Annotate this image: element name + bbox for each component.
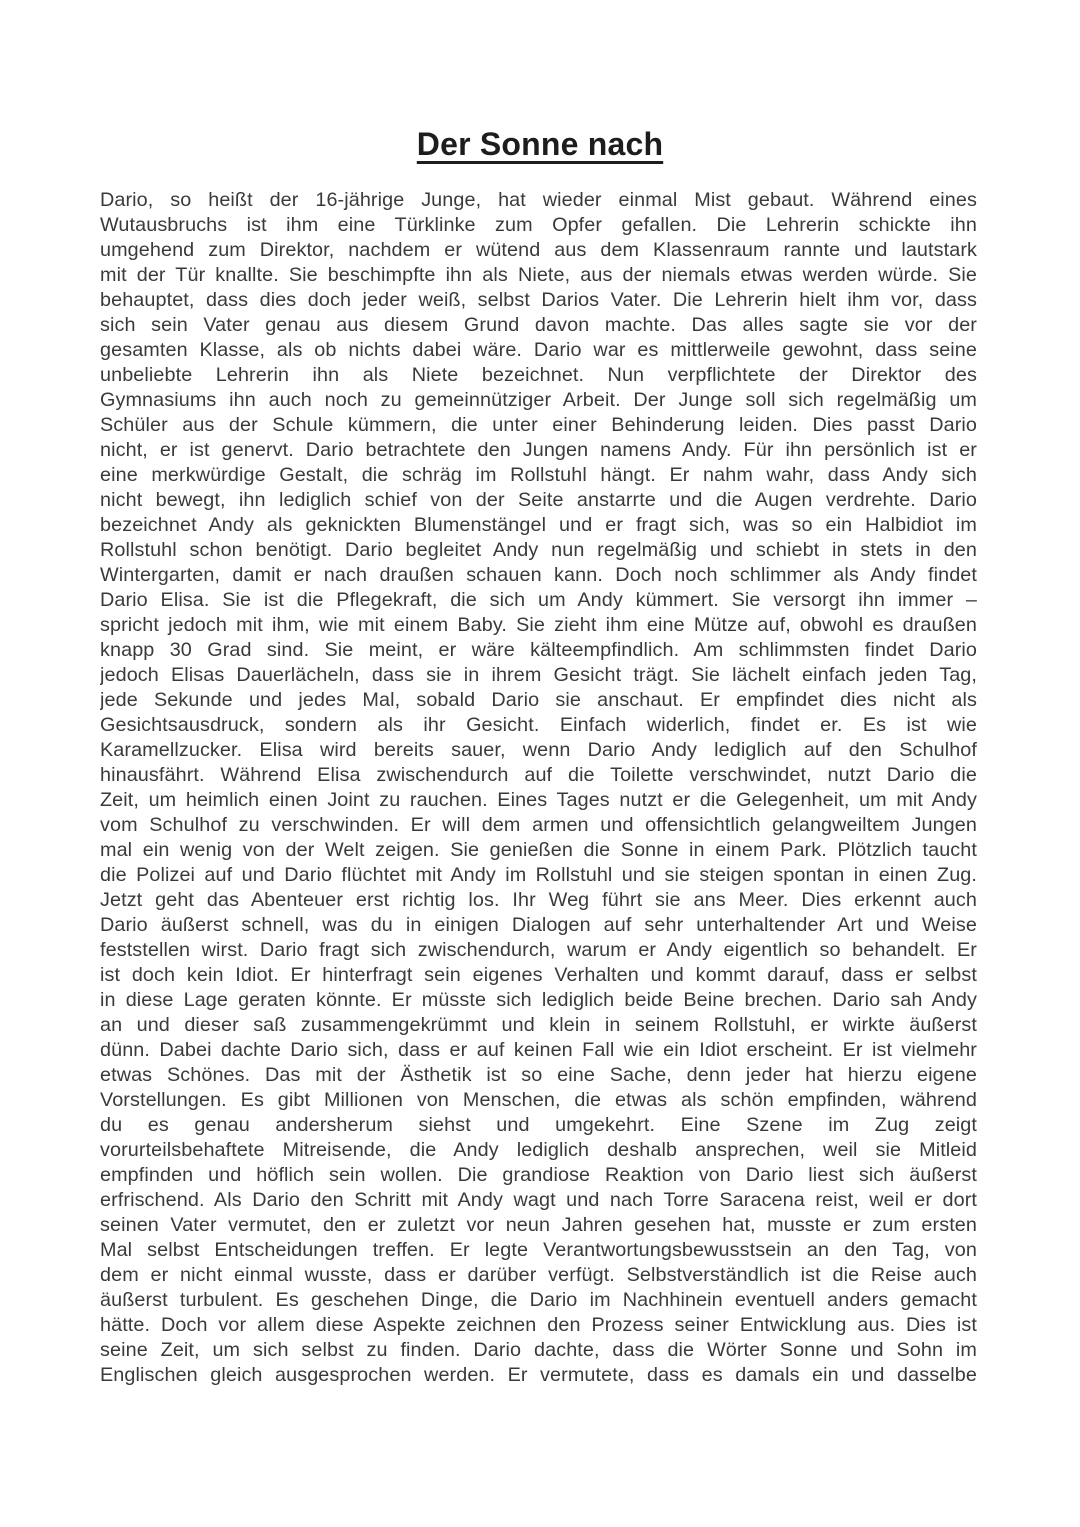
body-text-line: behauptet, dass dies doch jeder weiß, selbst Darios Vater. Die Lehrerin hielt ihm vor, dass	[100, 289, 977, 311]
body-text-line: Jetzt geht das Abenteuer erst richtig los. Ihr Weg führt sie ans Meer. Dies erkennt auch	[100, 889, 977, 911]
body-text-line: knapp 30 Grad sind. Sie meint, er wäre kälteempfindlich. Am schlimmsten findet Dario	[100, 639, 977, 661]
body-text-line: umgehend zum Direktor, nachdem er wütend aus dem Klassenraum rannte und lautstark	[100, 239, 977, 261]
body-text-line: mit der Tür knallte. Sie beschimpfte ihn als Niete, aus der niemals etwas werden würde. Sie	[100, 264, 977, 286]
body-text-line: seine Zeit, um sich selbst zu finden. Dario dachte, dass die Wörter Sonne und Sohn im	[100, 1339, 977, 1361]
body-text-line: mal ein wenig von der Welt zeigen. Sie genießen die Sonne in einem Park. Plötzlich taucht	[100, 839, 977, 861]
body-text-line: nicht, er ist genervt. Dario betrachtete den Jungen namens Andy. Für ihn persönlich ist er	[100, 439, 977, 461]
body-text-line: Schüler aus der Schule kümmern, die unter einer Behinderung leiden. Dies passt Dario	[100, 414, 977, 436]
body-text-line: Gymnasiums ihn auch noch zu gemeinnütziger Arbeit. Der Junge soll sich regelmäßig um	[100, 389, 977, 411]
document-title: Der Sonne nach	[416, 126, 664, 162]
body-text-line: erfrischend. Als Dario den Schritt mit Andy wagt und nach Torre Saracena reist, weil er dort	[100, 1189, 977, 1211]
body-text-line: jede Sekunde und jedes Mal, sobald Dario sie anschaut. Er empfindet dies nicht als	[100, 689, 977, 711]
body-text-line: Englischen gleich ausgesprochen werden. Er vermutete, dass es damals ein und dasselbe	[100, 1364, 977, 1386]
document-body	[100, 188, 977, 1388]
body-text-line: an und dieser saß zusammengekrümmt und klein in seinem Rollstuhl, er wirkte äußerst	[100, 1014, 977, 1036]
body-text-line: Gesichtsausdruck, sondern als ihr Gesicht. Einfach widerlich, findet er. Es ist wie	[100, 714, 977, 736]
body-text-line: Karamellzucker. Elisa wird bereits sauer, wenn Dario Andy lediglich auf den Schulhof	[100, 739, 977, 761]
body-text-line: unbeliebte Lehrerin ihn als Niete bezeichnet. Nun verpflichtete der Direktor des	[100, 364, 977, 386]
body-text-line: dünn. Dabei dachte Dario sich, dass er auf keinen Fall wie ein Idiot erscheint. Er ist vielmehr	[100, 1039, 977, 1061]
body-text-line: vorurteilsbehaftete Mitreisende, die Andy lediglich deshalb ansprechen, weil sie Mitleid	[100, 1139, 977, 1161]
body-text-line: Dario Elisa. Sie ist die Pflegekraft, die sich um Andy kümmert. Sie versorgt ihn immer –	[100, 589, 977, 611]
body-text-line: Vorstellungen. Es gibt Millionen von Menschen, die etwas als schön empfinden, während	[100, 1089, 977, 1111]
body-text-line: etwas Schönes. Das mit der Ästhetik ist so eine Sache, denn jeder hat hierzu eigene	[100, 1064, 977, 1086]
body-text-line: in diese Lage geraten könnte. Er müsste sich lediglich beide Beine brechen. Dario sah Andy	[100, 989, 977, 1011]
body-text-line: du es genau andersherum siehst und umgekehrt. Eine Szene im Zug zeigt	[100, 1114, 977, 1136]
body-text-line: bezeichnet Andy als geknickten Blumenstängel und er fragt sich, was so ein Halbidiot im	[100, 514, 977, 536]
body-text-line: Dario, so heißt der 16-jährige Junge, hat wieder einmal Mist gebaut. Während eines	[100, 189, 977, 211]
body-text-line: spricht jedoch mit ihm, wie mit einem Baby. Sie zieht ihm eine Mütze auf, obwohl es draußen	[100, 614, 977, 636]
body-text-line: hinausfährt. Während Elisa zwischendurch auf die Toilette verschwindet, nutzt Dario die	[100, 764, 977, 786]
body-text-line: Mal selbst Entscheidungen treffen. Er legte Verantwortungsbewusstsein an den Tag, von	[100, 1239, 977, 1261]
body-text-line: jedoch Elisas Dauerlächeln, dass sie in ihrem Gesicht trägt. Sie lächelt einfach jeden Tag,	[100, 664, 977, 686]
body-text-line: Wutausbruchs ist ihm eine Türklinke zum Opfer gefallen. Die Lehrerin schickte ihn	[100, 214, 977, 236]
body-text-line: gesamten Klasse, als ob nichts dabei wäre. Dario war es mittlerweile gewohnt, dass seine	[100, 339, 977, 361]
body-text-line: dem er nicht einmal wusste, dass er darüber verfügt. Selbstverständlich ist die Reise auch	[100, 1264, 977, 1286]
body-text-line: ist doch kein Idiot. Er hinterfragt sein eigenes Verhalten und kommt darauf, dass er selbst	[100, 964, 977, 986]
body-text-line: Rollstuhl schon benötigt. Dario begleitet Andy nun regelmäßig und schiebt in stets in den	[100, 539, 977, 561]
body-text-line: empfinden und höflich sein wollen. Die grandiose Reaktion von Dario liest sich äußerst	[100, 1164, 977, 1186]
body-text-line: eine merkwürdige Gestalt, die schräg im Rollstuhl hängt. Er nahm wahr, dass Andy sich	[100, 464, 977, 486]
body-text-line: nicht bewegt, ihn lediglich schief von der Seite anstarrte und die Augen verdrehte. Dario	[100, 489, 977, 511]
body-text-line: äußerst turbulent. Es geschehen Dinge, die Dario im Nachhinein eventuell anders gemacht	[100, 1289, 977, 1311]
body-text-line: Wintergarten, damit er nach draußen schauen kann. Doch noch schlimmer als Andy findet	[100, 564, 977, 586]
body-text-line: vom Schulhof zu verschwinden. Er will dem armen und offensichtlich gelangweiltem Jungen	[100, 814, 977, 836]
body-text-line: Dario äußerst schnell, was du in einigen Dialogen auf sehr unterhaltender Art und Weise	[100, 914, 977, 936]
body-text-line: sich sein Vater genau aus diesem Grund davon machte. Das alles sagte sie vor der	[100, 314, 977, 336]
body-text-line: Zeit, um heimlich einen Joint zu rauchen. Eines Tages nutzt er die Gelegenheit, um mit Andy	[100, 789, 977, 811]
body-text-line: seinen Vater vermutet, den er zuletzt vor neun Jahren gesehen hat, musste er zum ersten	[100, 1214, 977, 1236]
body-text-line: die Polizei auf und Dario flüchtet mit Andy im Rollstuhl und sie steigen spontan in einen Zug.	[100, 864, 977, 886]
body-text-line: hätte. Doch vor allem diese Aspekte zeichnen den Prozess seiner Entwicklung aus. Dies ist	[100, 1314, 977, 1336]
body-text-line: feststellen wirst. Dario fragt sich zwischendurch, warum er Andy eigentlich so behandelt. Er	[100, 939, 977, 961]
